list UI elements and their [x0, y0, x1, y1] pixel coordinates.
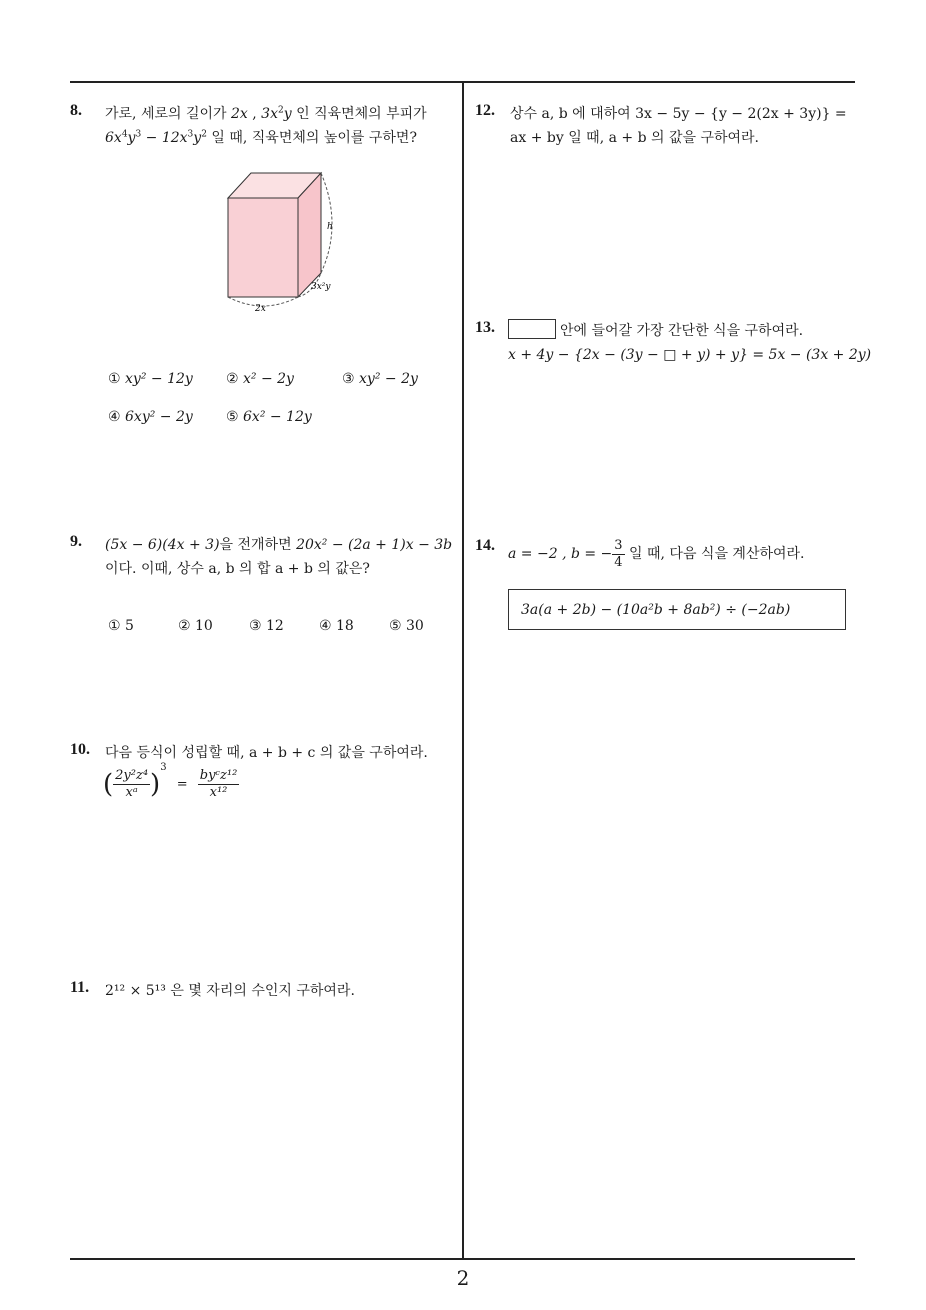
q8-choice-4[interactable]	[108, 409, 193, 425]
q8-vol-a: 6x	[105, 130, 122, 146]
label-2x: 2x	[255, 304, 266, 314]
q8-line1	[105, 102, 427, 126]
q14-number: 14.	[475, 537, 495, 554]
lhs-exponent: 3	[160, 762, 167, 773]
q8-dim2-sup: 2	[277, 105, 284, 116]
q9-line1-text: 을 전개하면	[219, 537, 297, 553]
q8-dim2-pre: 3x	[261, 106, 278, 122]
q10-equation	[103, 762, 239, 801]
q8-vol-b: y	[127, 130, 136, 146]
choice-value: 30	[406, 618, 424, 634]
answer-blank-box	[508, 319, 556, 339]
choice-mark: ⑤	[226, 409, 239, 425]
q8-text	[105, 102, 427, 150]
q14-frac-numerator: 3	[614, 537, 623, 553]
q14-frac-denominator: 4	[614, 554, 623, 570]
q8-dim2-post: y	[283, 106, 292, 122]
q13-line1-text: 안에 들어갈 가장 간단한 식을 구하여라.	[560, 323, 804, 339]
q12-number: 12.	[475, 102, 495, 119]
choice-expr: xy² − 12y	[125, 371, 193, 387]
rhs-denominator: x¹²	[209, 785, 228, 800]
q9-choice-5[interactable]	[389, 618, 424, 634]
q9-expansion: 20x² − (2a + 1)x − 3b	[296, 537, 453, 553]
q8-line2	[105, 126, 427, 150]
q8-vol-a-sup: 4	[121, 129, 128, 140]
q9-line2: 이다. 이때, 상수 a, b 의 합 a + b 의 값은?	[105, 561, 370, 577]
cuboid-front-face	[228, 198, 298, 297]
choice-value: 10	[195, 618, 213, 634]
q13-number: 13.	[475, 319, 495, 336]
q8-sep: ,	[247, 106, 262, 122]
choice-mark: ②	[178, 618, 191, 634]
choice-value: 12	[266, 618, 284, 634]
q8-dim1: 2x	[231, 106, 248, 122]
right-paren: )	[150, 769, 161, 800]
q8-line1-end: 인 직육면체의 부피가	[291, 106, 427, 122]
left-paren: (	[103, 769, 114, 800]
q8-vol-d: y	[193, 130, 202, 146]
q9-number: 9.	[70, 533, 82, 550]
q13-text	[508, 319, 871, 367]
q9-choice-2[interactable]	[178, 618, 213, 634]
choice-mark: ②	[226, 371, 239, 387]
bottom-rule	[70, 1258, 855, 1260]
q8-choice-3[interactable]	[342, 371, 418, 387]
q10-lhs-fraction	[113, 768, 150, 801]
q8-vol-c-sup: 3	[187, 129, 194, 140]
rhs-numerator: byᶜz¹²	[199, 768, 238, 783]
q8-vol-c: − 12x	[141, 130, 188, 146]
choice-expr: 6x² − 12y	[243, 409, 312, 425]
choice-mark: ①	[108, 371, 121, 387]
choice-value: 5	[125, 618, 134, 634]
q12-line1: 상수 a, b 에 대하여 3x − 5y − {y − 2(2x + 3y)} =	[510, 106, 847, 122]
equals-sign: =	[176, 777, 188, 792]
choice-mark: ③	[249, 618, 262, 634]
q12-line2: ax + by 일 때, a + b 의 값을 구하여라.	[510, 130, 760, 146]
choice-mark: ④	[319, 618, 332, 634]
q11-text	[105, 979, 355, 1003]
q8-number: 8.	[70, 102, 82, 119]
cuboid-figure	[215, 165, 355, 320]
choice-mark: ③	[342, 371, 355, 387]
q8-vol-b-sup: 3	[135, 129, 142, 140]
q9-choice-3[interactable]	[249, 618, 284, 634]
q8-vol-d-sup: 2	[201, 129, 207, 140]
q9-choice-1[interactable]	[108, 618, 134, 634]
q14-fraction	[612, 538, 624, 571]
lhs-numerator: 2y²z⁴	[115, 768, 149, 783]
column-divider	[462, 82, 464, 1259]
q11-number: 11.	[70, 979, 90, 996]
q14-expression-box: 3a(a + 2b) − (10a²b + 8ab²) ÷ (−2ab)	[508, 589, 846, 630]
choice-mark: ④	[108, 409, 121, 425]
lhs-denominator: xᵃ	[125, 785, 138, 800]
page-number: 2	[456, 1266, 470, 1290]
q14-text	[508, 537, 805, 571]
q13-line1	[508, 319, 871, 343]
choice-expr: xy² − 2y	[359, 371, 418, 387]
label-h: h	[327, 222, 333, 232]
q14-question: 일 때, 다음 식을 계산하여라.	[624, 546, 805, 562]
q8-line1-text: 가로, 세로의 길이가	[105, 106, 231, 122]
q10-rhs-fraction	[198, 768, 240, 801]
choice-expr: 6xy² − 2y	[125, 409, 193, 425]
q9-choice-4[interactable]	[319, 618, 354, 634]
choice-value: 18	[336, 618, 354, 634]
q8-choice-5[interactable]	[226, 409, 312, 425]
q12-text	[510, 102, 847, 150]
q11-expr: 2¹² × 5¹³	[105, 983, 166, 999]
q8-choice-2[interactable]	[226, 371, 294, 387]
choice-expr: x² − 2y	[243, 371, 294, 387]
q10-text: 다음 등식이 성립할 때, a + b + c 의 값을 구하여라.	[105, 745, 428, 761]
q13-line2: x + 4y − {2x − (3y − □ + y) + y} = 5x − (3x + 2y)	[508, 347, 872, 363]
q11-question: 은 몇 자리의 수인지 구하여라.	[165, 983, 355, 999]
q8-choice-1[interactable]	[108, 371, 193, 387]
q9-line1	[105, 533, 452, 557]
q8-line2-end: 일 때, 직육면체의 높이를 구하면?	[206, 130, 417, 146]
choice-mark: ①	[108, 618, 121, 634]
q9-text	[105, 533, 452, 581]
q9-expr: (5x − 6)(4x + 3)	[105, 537, 220, 553]
label-3x2y: 3x²y	[311, 282, 331, 292]
choice-mark: ⑤	[389, 618, 402, 634]
q14-values: a = −2 , b = −	[508, 546, 613, 562]
q10-number: 10.	[70, 741, 90, 758]
